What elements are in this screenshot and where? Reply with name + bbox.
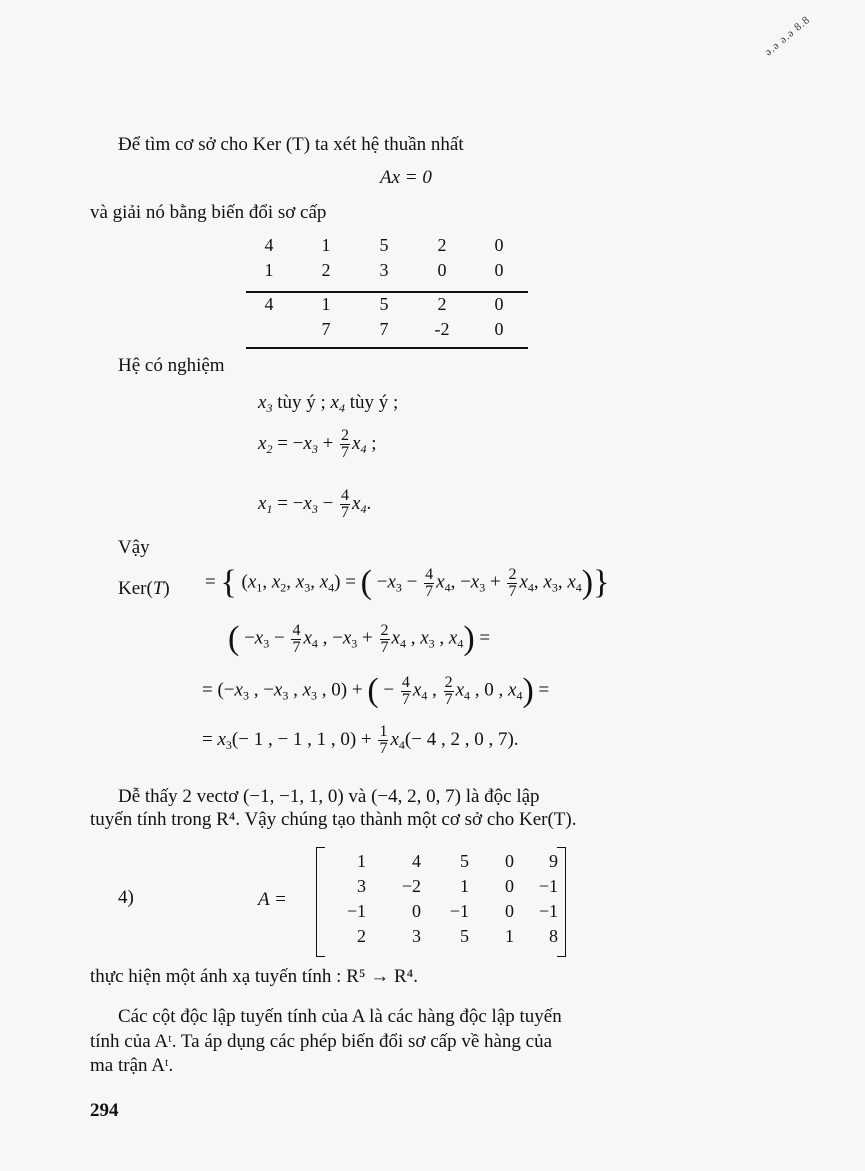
solution-x2: $x_2 = -x_3$ + $\frac{2}{7}$ $x_4$ ; <box>258 427 377 461</box>
expansion-line-2: = ($-x_3$ , $-x_3$ , $x_3$ , 0) + ( − $\frac{4}{7}$ $x_4$ , $\frac{2}{7}$ $x_4$ , 0 , $x_4$) = <box>202 672 550 709</box>
page-number: 294 <box>90 1100 119 1121</box>
expansion-line-1: ( $-x_3$ − $\frac{4}{7}$ $x_4$ , $-x_3$ + $\frac{2}{7}$ $x_4$ , $x_3$ , $x_4$) = <box>228 620 491 657</box>
linear-map-line: thực hiện một ánh xạ tuyến tính : R⁵ → R⁴. <box>90 966 419 987</box>
matrix-cell: 1 <box>357 851 366 871</box>
table-cell: 0 <box>437 260 447 280</box>
matrix-cell: 0 <box>412 901 421 921</box>
matrix-cell: 5 <box>460 851 469 871</box>
paragraph-line-3: ma trận Aᵗ. <box>90 1055 174 1076</box>
matrix-cell: 8 <box>549 926 558 946</box>
table-cell: 1 <box>321 294 331 314</box>
table-cell: 0 <box>494 235 504 255</box>
matrix-cell: −1 <box>538 901 558 921</box>
table-divider <box>246 291 528 293</box>
table-cell: 5 <box>379 235 389 255</box>
matrix-cell: −1 <box>346 901 366 921</box>
matrix-cell: 0 <box>505 851 514 871</box>
table-cell: 5 <box>379 294 389 314</box>
matrix-cell: −2 <box>401 876 421 896</box>
intro-line: Để tìm cơ sở cho Ker (T) ta xét hệ thuần nhất <box>118 134 464 155</box>
table-bottom-rule <box>246 347 528 349</box>
table-cell: 1 <box>264 260 274 280</box>
table-cell: -2 <box>434 319 450 339</box>
paragraph-line-1: Các cột độc lập tuyến tính của A là các hàng độc lập tuyến <box>118 1006 562 1027</box>
expansion-line-3: = $x_3(- 1$ , − 1 , 1 , 0) + $\frac{1}{7}$ $x_4(- 4$ , 2 , 0 , 7). <box>202 723 519 757</box>
equation-ax: Ax = 0 <box>380 167 432 188</box>
matrix-cell: 5 <box>460 926 469 946</box>
table-cell: 2 <box>321 260 331 280</box>
table-cell: 0 <box>494 260 504 280</box>
table-cell: 1 <box>321 235 331 255</box>
matrix-left-bracket <box>316 847 325 957</box>
table-cell: 3 <box>379 260 389 280</box>
matrix-cell: 0 <box>505 901 514 921</box>
table-cell: 2 <box>437 294 447 314</box>
matrix-cell: −1 <box>449 901 469 921</box>
matrix-cell: 9 <box>549 851 558 871</box>
ker-label: Ker(T) <box>118 578 170 599</box>
table-cell: 4 <box>264 235 274 255</box>
matrix-cell: 4 <box>412 851 421 871</box>
item-number: 4) <box>118 887 134 908</box>
table-cell: 2 <box>437 235 447 255</box>
table-cell: 0 <box>494 319 504 339</box>
independence-line-2: tuyến tính trong R⁴. Vậy chúng tạo thành một cơ sở cho Ker(T). <box>90 809 577 830</box>
table-cell: 4 <box>264 294 274 314</box>
table-cell: 0 <box>494 294 504 314</box>
matrix-cell: −1 <box>538 876 558 896</box>
matrix-cell: 1 <box>460 876 469 896</box>
matrix-cell: 3 <box>357 876 366 896</box>
vay-label: Vậy <box>118 537 150 558</box>
table-cell: 7 <box>379 319 389 339</box>
solution-free-vars: $x_3$ tùy ý ; $x_4$ tùy ý ; <box>258 392 399 415</box>
matrix-cell: 0 <box>505 876 514 896</box>
matrix-label: A = <box>258 889 287 910</box>
matrix-right-bracket <box>557 847 566 957</box>
ker-set-definition: = { ($x_1$, $x_2$, $x_3$, $x_4$) = ( $-x_3$ − $\frac{4}{7}$ $x_4$, $-x_3$ + $\frac{2}{7}$ $x_4$, $x_3$, $x_4$)} <box>205 564 610 601</box>
matrix-cell: 3 <box>412 926 421 946</box>
table-cell: 7 <box>321 319 331 339</box>
solve-line: và giải nó bằng biến đổi sơ cấp <box>90 202 327 223</box>
solution-x1: $x_1 = -x_3$ − $\frac{4}{7}$ $x_4$. <box>258 487 372 521</box>
independence-line-1: Dễ thấy 2 vectơ (−1, −1, 1, 0) và (−4, 2, 0, 7) là độc lập <box>118 786 540 807</box>
matrix-cell: 1 <box>505 926 514 946</box>
paragraph-line-2: tính của Aᵗ. Ta áp dụng các phép biến đổi sơ cấp về hàng của <box>90 1031 553 1052</box>
library-stamp: ə.ə ə.ə 8.8 <box>762 13 813 59</box>
matrix-cell: 2 <box>357 926 366 946</box>
solution-intro: Hệ có nghiệm <box>118 355 225 376</box>
